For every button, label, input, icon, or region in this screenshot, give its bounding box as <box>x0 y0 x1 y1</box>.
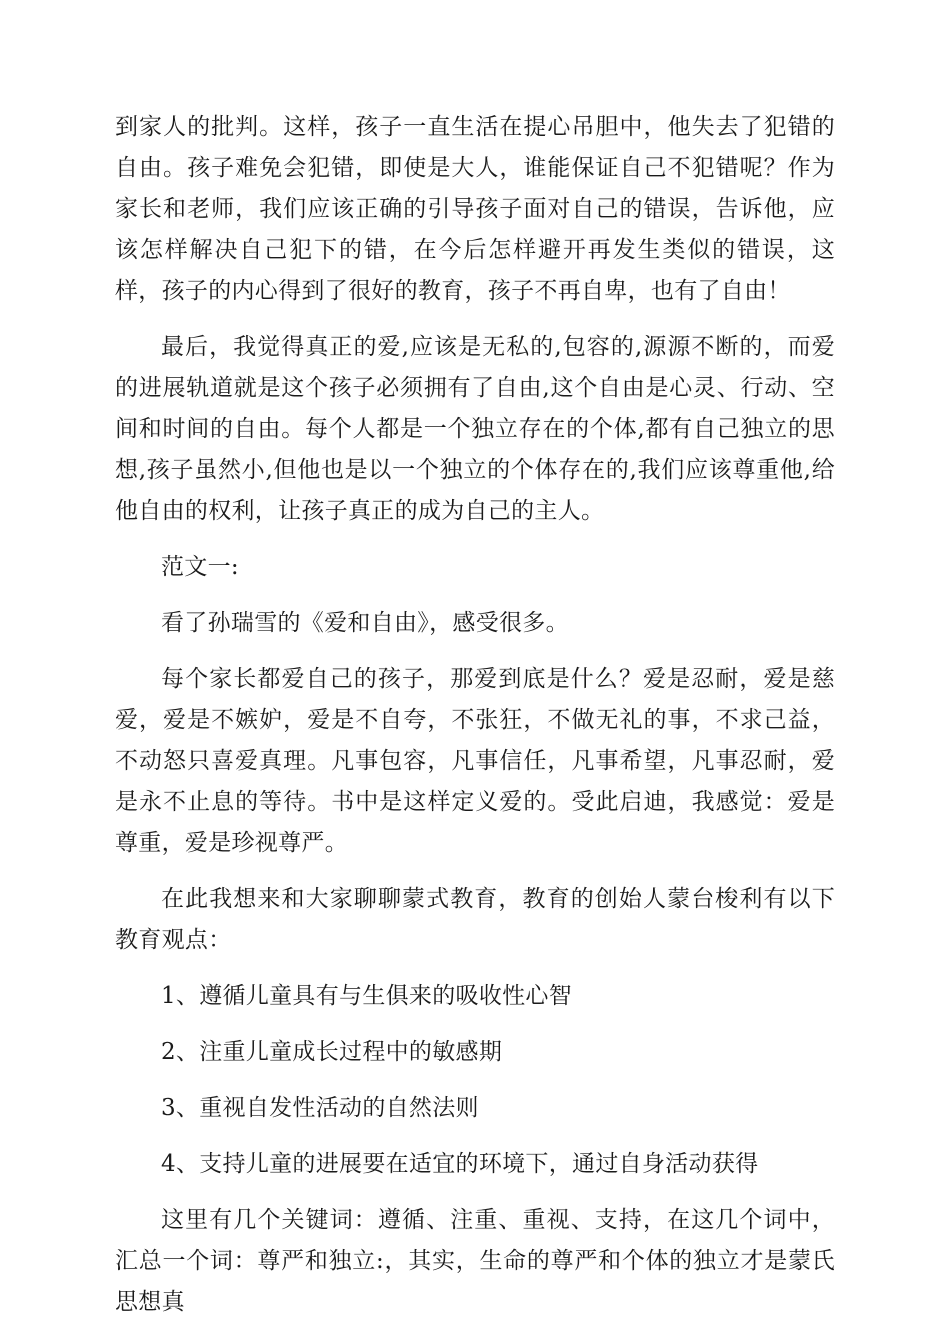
paragraph-4: 每个家长都爱自己的孩子，那爱到底是什么？爱是忍耐，爱是慈爱，爱是不嫉妒，爱是不自夸，不张狂，不做无礼的事，不求己益，不动怒只喜爱真理。凡事包容，凡事信任，凡事希望，凡事忍耐，爱是永不止息的等待。书中是这样定义爱的。受此启迪，我感觉：爱是尊重，爱是珍视尊严。 <box>115 666 835 856</box>
list-item-3: 3、重视自发性活动的自然法则 <box>161 1095 479 1121</box>
paragraph-5: 在此我想来和大家聊聊蒙式教育，教育的创始人蒙台梭利有以下教育观点： <box>115 886 835 953</box>
section-heading-fanwen: 范文一: <box>161 554 239 580</box>
list-item-2: 2、注重儿童成长过程中的敏感期 <box>161 1039 503 1065</box>
paragraph-3: 看了孙瑞雪的《爱和自由》，感受很多。 <box>161 610 569 636</box>
paragraph-6: 这里有几个关键词：遵循、注重、重视、支持，在这几个词中，汇总一个词：尊严和独立:，其实，生命的尊严和个体的独立才是蒙氏思想真 <box>115 1207 835 1315</box>
paragraph-2: 最后，我觉得真正的爱,应该是无私的,包容的,源源不断的，而爱的进展轨道就是这个孩子必须拥有了自由,这个自由是心灵、行动、空间和时间的自由。每个人都是一个独立存在的个体,都有自己独立的思想,孩子虽然小,但他也是以一个独立的个体存在的,我们应该尊重他,给他自由的权利，让孩子真正的成为自己的主人。 <box>115 334 835 524</box>
list-item-1: 1、遵循儿童具有与生俱来的吸收性心智 <box>161 983 573 1009</box>
paragraph-1: 到家人的批判。这样，孩子一直生活在提心吊胆中，他失去了犯错的自由。孩子难免会犯错，即使是大人，谁能保证自己不犯错呢？作为家长和老师，我们应该正确的引导孩子面对自己的错误，告诉他，应该怎样解决自己犯下的错，在今后怎样避开再发生类似的错误，这样，孩子的内心得到了很好的教育，孩子不再自卑，也有了自由！ <box>115 114 835 304</box>
list-item-4: 4、支持儿童的进展要在适宜的环境下，通过自身活动获得 <box>161 1151 759 1177</box>
document-body <box>115 107 835 1323</box>
